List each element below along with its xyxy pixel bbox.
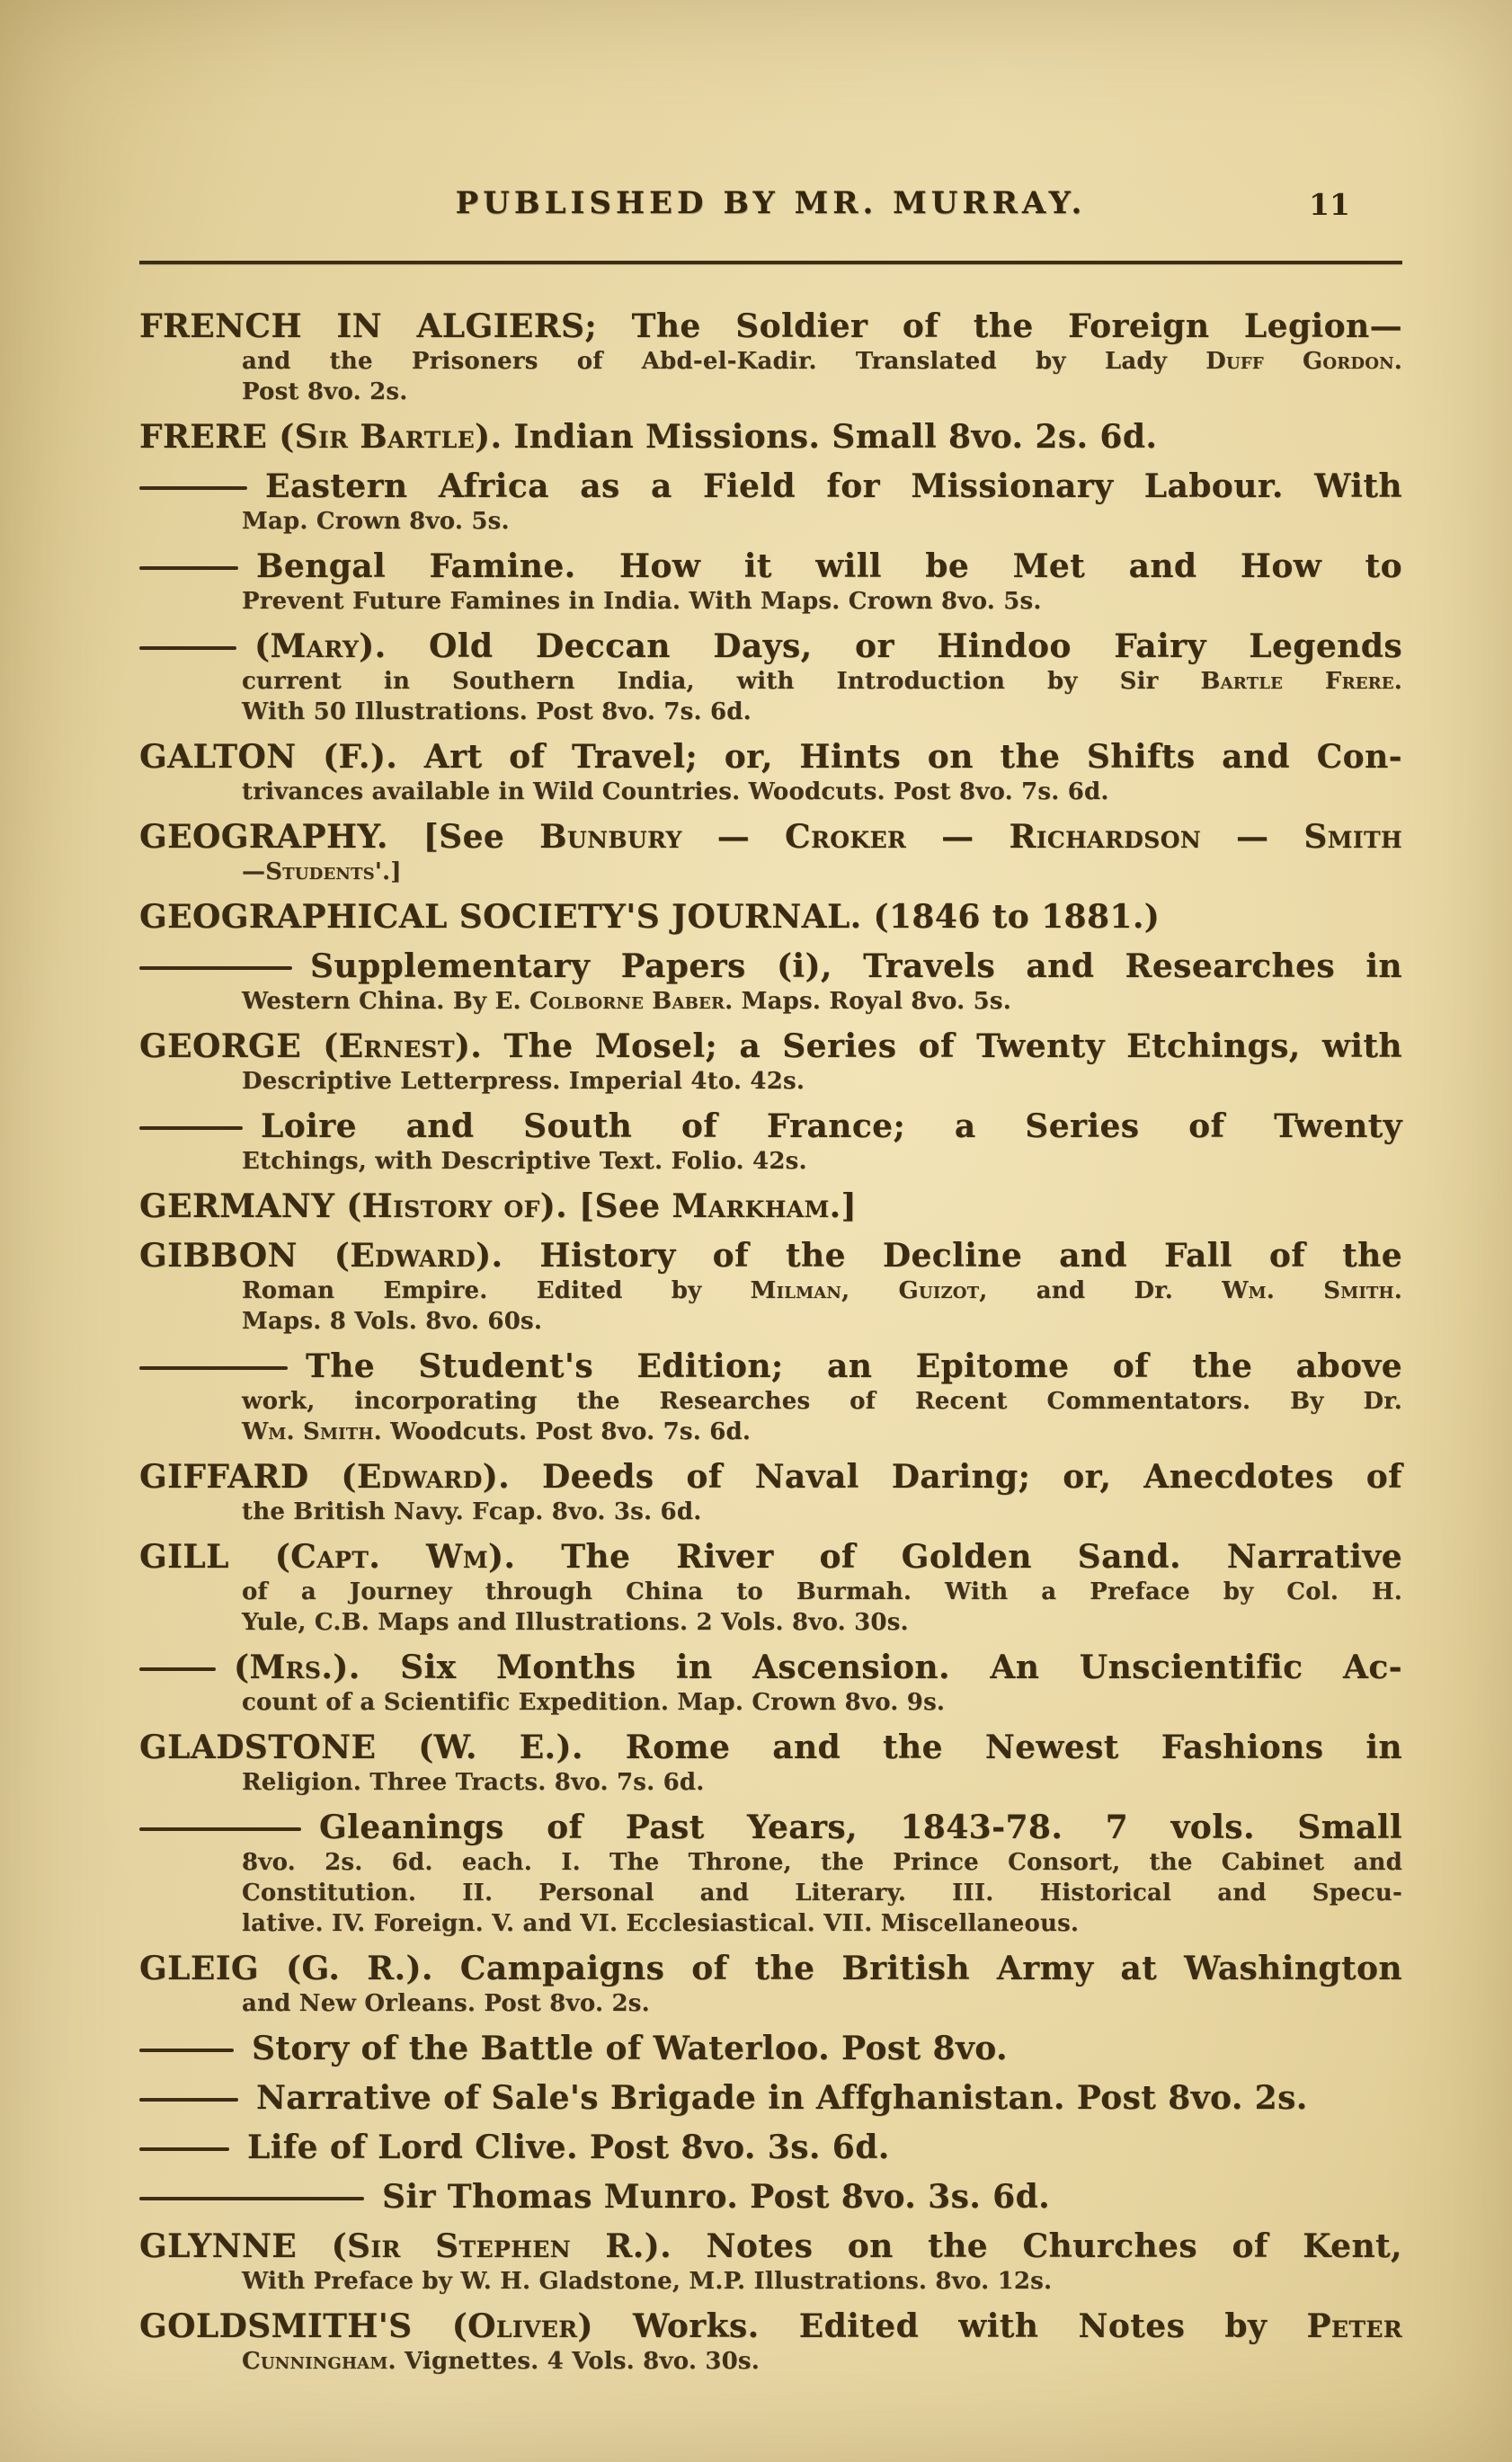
text-run: Bengal Famine. How it will be Met and How to — [256, 547, 1402, 585]
text-run: ). The Mosel; a Series of Twenty Etchings, with — [454, 1027, 1402, 1065]
entry-continuation-line — [242, 586, 1402, 617]
text-run: . — [1393, 668, 1402, 695]
entry-continuation-line — [242, 1847, 1402, 1878]
text-run: GERMANY ( — [139, 1187, 362, 1225]
entry-continuation-line — [242, 1607, 1402, 1638]
text-run: Western China. By E. — [242, 988, 530, 1015]
text-run: ( — [254, 627, 271, 665]
small-caps-name: Wm. Smith — [1222, 1277, 1394, 1304]
catalog-entry — [139, 2078, 1402, 2118]
entry-continuation-line — [242, 1275, 1402, 1306]
text-run: GOLDSMITH'S ( — [139, 2307, 468, 2345]
entry-first-line — [139, 2177, 1402, 2217]
entry-first-line — [139, 467, 1402, 506]
entry-continuation-line — [242, 1577, 1402, 1607]
small-caps-name: Mary — [270, 627, 360, 665]
entry-continuation-line — [242, 986, 1402, 1017]
entry-first-line — [139, 1949, 1402, 1988]
text-run: Supplementary Papers (i), Travels and Researches in — [310, 947, 1402, 985]
entry-first-line — [139, 417, 1402, 457]
entry-first-line — [139, 627, 1402, 666]
small-caps-name: Students' — [265, 858, 383, 885]
ditto-dash — [139, 566, 238, 570]
small-caps-name: Peter — [1306, 2307, 1402, 2345]
entry-first-line — [139, 2226, 1402, 2266]
small-caps-name: Milman, Guizot — [750, 1277, 980, 1304]
entry-continuation-line — [242, 1687, 1402, 1718]
text-run: trivances available in Wild Countries. Woodcuts. Post 8vo. 7s. 6d. — [242, 778, 1109, 805]
page-number: 11 — [1309, 187, 1350, 222]
catalog-entry — [139, 1236, 1402, 1337]
catalog-entry — [139, 417, 1402, 457]
entry-first-line — [139, 1187, 1402, 1226]
entry-continuation-line — [242, 1066, 1402, 1097]
text-run: ). [See — [539, 1187, 672, 1225]
entry-continuation-line — [242, 506, 1402, 537]
entry-continuation-line — [242, 377, 1402, 407]
catalog-entry — [139, 737, 1402, 807]
small-caps-name: Croker — [785, 818, 907, 856]
catalog-entry — [139, 1648, 1402, 1718]
text-run: Loire and South of France; a Series of Twenty — [261, 1107, 1402, 1145]
text-run: With Preface by W. H. Gladstone, M.P. Illustrations. 8vo. 12s. — [242, 2268, 1053, 2295]
entry-continuation-line — [242, 777, 1402, 807]
small-caps-name: Bunbury — [539, 818, 682, 856]
entry-continuation-line — [242, 346, 1402, 377]
text-run: GLYNNE ( — [139, 2227, 348, 2265]
small-caps-name: Duff Gordon — [1205, 348, 1394, 375]
running-title: PUBLISHED BY MR. MURRAY. — [455, 185, 1087, 221]
text-run: Etchings, with Descriptive Text. Folio. 42s. — [242, 1148, 807, 1175]
text-run: .] — [382, 858, 402, 885]
text-run: and New Orleans. Post 8vo. 2s. — [242, 1990, 650, 2017]
catalog-entry — [139, 1027, 1402, 1097]
text-run: the British Navy. Fcap. 8vo. 3s. 6d. — [242, 1498, 702, 1525]
ditto-dash — [139, 1827, 301, 1831]
catalog-entry — [139, 1187, 1402, 1226]
small-caps-name: Oliver — [467, 2307, 578, 2345]
entry-first-line — [139, 547, 1402, 586]
catalog-entry — [139, 2226, 1402, 2297]
text-run: FRERE ( — [139, 418, 295, 456]
text-run: Map. Crown 8vo. 5s. — [242, 508, 510, 535]
text-run: Constitution. II. Personal and Literary. III. Historical and Specu- — [242, 1880, 1402, 1906]
entry-first-line — [139, 1236, 1402, 1275]
entry-continuation-line — [242, 2346, 1402, 2377]
catalog-entry — [139, 627, 1402, 727]
text-run: Gleanings of Past Years, 1843-78. 7 vols. Small — [319, 1809, 1402, 1846]
entry-continuation-line — [242, 1988, 1402, 2019]
text-run: .] — [829, 1187, 858, 1225]
entry-continuation-line — [242, 666, 1402, 697]
text-run: GLADSTONE (W. E.). Rome and the Newest Fashions in — [139, 1729, 1402, 1766]
text-run: Prevent Future Famines in India. With Maps. Crown 8vo. 5s. — [242, 588, 1042, 615]
text-run: current in Southern India, with Introduction by Sir — [242, 668, 1201, 695]
catalog-entry — [139, 2177, 1402, 2217]
catalog-entry — [139, 1537, 1402, 1638]
text-run: ). Indian Missions. Small 8vo. 2s. 6d. — [475, 418, 1158, 456]
ditto-dash — [139, 646, 236, 650]
text-run: . Vignettes. 4 Vols. 8vo. 30s. — [387, 2348, 760, 2375]
text-run: GEORGE ( — [139, 1027, 339, 1065]
text-run: ). Deeds of Naval Daring; or, Anecdotes of — [482, 1458, 1403, 1496]
catalog-entry — [139, 2029, 1402, 2068]
entry-continuation-line — [242, 1306, 1402, 1337]
catalog-entry — [139, 547, 1402, 617]
text-run: ). History of the Decline and Fall of the — [476, 1237, 1403, 1275]
entry-first-line — [139, 1648, 1402, 1687]
small-caps-name: History of — [361, 1187, 540, 1225]
catalog-entry — [139, 1107, 1402, 1177]
catalog-entry — [139, 1457, 1402, 1527]
small-caps-name: Bartle Frere — [1200, 668, 1394, 695]
entry-continuation-line — [242, 2266, 1402, 2297]
text-run: GILL ( — [139, 1538, 291, 1576]
text-run: Sir Thomas Munro. Post 8vo. 3s. 6d. — [382, 2178, 1051, 2216]
text-run: ). Old Deccan Days, or Hindoo Fairy Legends — [359, 627, 1402, 665]
entry-first-line — [139, 897, 1402, 937]
entry-continuation-line — [242, 1767, 1402, 1798]
small-caps-name: Sir Stephen R. — [347, 2227, 645, 2265]
text-run: — — [906, 818, 1009, 856]
entry-continuation-line — [242, 1878, 1402, 1908]
entry-continuation-line — [242, 857, 1402, 887]
text-run: . — [1393, 348, 1403, 375]
small-caps-name: Wm. Smith — [242, 1418, 374, 1445]
text-run: ). The River of Golden Sand. Narrative — [487, 1538, 1402, 1576]
text-run: Eastern Africa as a Field for Missionary Labour. With — [265, 467, 1402, 505]
small-caps-name: Sir Bartle — [294, 418, 476, 456]
text-run: The Student's Edition; an Epitome of the above — [306, 1347, 1402, 1385]
text-run: . Maps. Royal 8vo. 5s. — [725, 988, 1011, 1015]
ditto-dash — [139, 486, 247, 490]
small-caps-name: Cunningham — [242, 2348, 388, 2375]
ditto-dash — [139, 1126, 243, 1130]
text-run: lative. IV. Foreign. V. and VI. Ecclesiastical. VII. Miscellaneous. — [242, 1910, 1080, 1937]
text-run: and the Prisoners of Abd-el-Kadir. Translated by Lady — [242, 348, 1206, 375]
text-run: ). Notes on the Churches of Kent, — [644, 2227, 1402, 2265]
text-run: Yule, C.B. Maps and Illustrations. 2 Vols. 8vo. 30s. — [242, 1609, 909, 1636]
entry-first-line — [139, 1457, 1402, 1497]
ditto-dash — [139, 966, 292, 970]
text-run: GALTON (F.). Art of Travel; or, Hints on the Shifts and Con- — [139, 738, 1402, 776]
catalog-entry — [139, 817, 1402, 887]
catalog-entry — [139, 2306, 1402, 2377]
small-caps-name: Colborne Baber — [529, 988, 725, 1015]
catalog-entry — [139, 2128, 1402, 2167]
entry-first-line — [139, 737, 1402, 777]
text-run: Life of Lord Clive. Post 8vo. 3s. 6d. — [247, 2129, 890, 2166]
text-run: — — [242, 858, 266, 885]
small-caps-name: Mrs. — [249, 1649, 334, 1686]
catalog-entry — [139, 897, 1402, 937]
text-run: ). Six Months in Ascension. An Unscientific Ac- — [333, 1649, 1402, 1686]
text-run: 8vo. 2s. 6d. each. I. The Throne, the Prince Consort, the Cabinet and — [242, 1849, 1402, 1876]
ditto-dash — [139, 1667, 216, 1671]
entry-first-line — [139, 2029, 1402, 2068]
text-run: FRENCH IN ALGIERS; The Soldier of the Foreign Legion— — [139, 307, 1402, 345]
text-run: Descriptive Letterpress. Imperial 4to. 42s. — [242, 1068, 805, 1095]
text-run: of a Journey through China to Burmah. With a Preface by Col. H. — [242, 1578, 1402, 1605]
page-header — [139, 185, 1402, 225]
entry-continuation-line — [242, 1908, 1402, 1939]
catalog-entries — [139, 307, 1402, 2377]
entry-continuation-line — [242, 1146, 1402, 1177]
entry-continuation-line — [242, 1417, 1402, 1447]
small-caps-name: Smith — [1303, 818, 1402, 856]
entry-first-line — [139, 1537, 1402, 1577]
entry-first-line — [139, 307, 1402, 346]
text-run: GEOGRAPHY. [See — [139, 818, 540, 856]
small-caps-name: Ernest — [338, 1027, 455, 1065]
text-run: Post 8vo. 2s. — [242, 378, 408, 405]
text-run: Narrative of Sale's Brigade in Affghanistan. Post 8vo. 2s. — [256, 2079, 1308, 2117]
small-caps-name: Edward — [350, 1237, 476, 1275]
small-caps-name: Richardson — [1009, 818, 1202, 856]
text-run: With 50 Illustrations. Post 8vo. 7s. 6d. — [242, 698, 752, 725]
entry-continuation-line — [242, 1497, 1402, 1527]
ditto-dash — [139, 2098, 238, 2102]
entry-first-line — [139, 1107, 1402, 1146]
text-run: . — [1393, 1277, 1402, 1304]
ditto-dash — [139, 1366, 288, 1370]
header-rule — [139, 261, 1402, 265]
entry-first-line — [139, 1347, 1402, 1386]
text-run: GEOGRAPHICAL SOCIETY'S JOURNAL. (1846 to 1881.) — [139, 898, 1161, 936]
text-run: Maps. 8 Vols. 8vo. 60s. — [242, 1308, 543, 1335]
entry-continuation-line — [242, 1386, 1402, 1417]
small-caps-name: Edward — [356, 1458, 483, 1496]
text-run: Religion. Three Tracts. 8vo. 7s. 6d. — [242, 1769, 705, 1796]
text-run: Roman Empire. Edited by — [242, 1277, 751, 1304]
text-run: , and Dr. — [979, 1277, 1223, 1304]
text-run: Story of the Battle of Waterloo. Post 8vo. — [252, 2030, 1008, 2067]
text-run: GIBBON ( — [139, 1237, 351, 1275]
text-run: GLEIG (G. R.). Campaigns of the British Army at Washington — [139, 1950, 1402, 1987]
entry-continuation-line — [242, 697, 1402, 727]
catalog-entry — [139, 1347, 1402, 1447]
entry-first-line — [139, 1808, 1402, 1847]
text-run: ) Works. Edited with Notes by — [577, 2307, 1307, 2345]
text-run: . Woodcuts. Post 8vo. 7s. 6d. — [373, 1418, 752, 1445]
text-run: count of a Scientific Expedition. Map. Crown 8vo. 9s. — [242, 1689, 946, 1716]
entry-first-line — [139, 2078, 1402, 2118]
catalog-entry — [139, 1728, 1402, 1798]
entry-first-line — [139, 1027, 1402, 1066]
entry-first-line — [139, 817, 1402, 857]
entry-first-line — [139, 2128, 1402, 2167]
catalog-entry — [139, 307, 1402, 407]
text-run: — — [681, 818, 786, 856]
catalog-entry — [139, 1808, 1402, 1939]
ditto-dash — [139, 2197, 364, 2200]
entry-first-line — [139, 1728, 1402, 1767]
small-caps-name: Markham — [672, 1187, 830, 1225]
catalog-entry — [139, 1949, 1402, 2019]
text-run: — — [1201, 818, 1304, 856]
ditto-dash — [139, 2147, 229, 2151]
entry-first-line — [139, 947, 1402, 986]
text-run: work, incorporating the Researches of Recent Commentators. By Dr. — [242, 1388, 1402, 1415]
catalog-entry — [139, 947, 1402, 1017]
text-run: GIFFARD ( — [139, 1458, 357, 1496]
ditto-dash — [139, 2049, 234, 2052]
text-run: ( — [234, 1649, 250, 1686]
entry-first-line — [139, 2306, 1402, 2346]
small-caps-name: Capt. Wm — [290, 1538, 488, 1576]
catalog-entry — [139, 467, 1402, 537]
